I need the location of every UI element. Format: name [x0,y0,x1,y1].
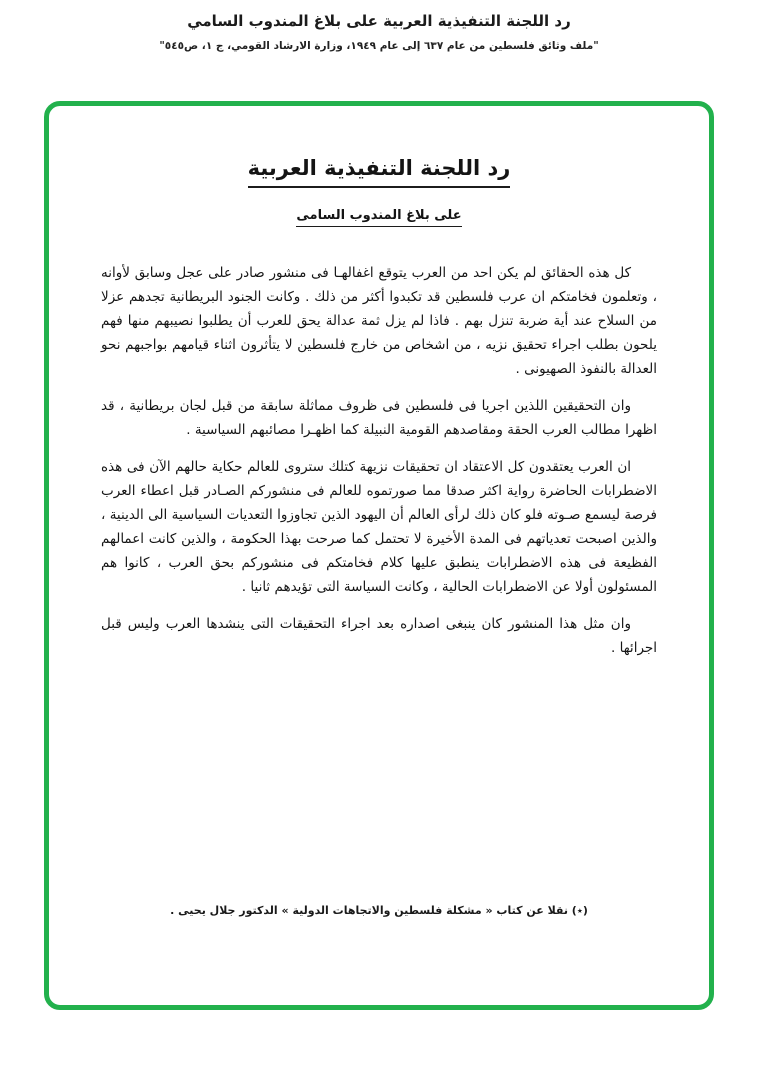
header-title: رد اللجنة التنفيذية العربية على بلاغ المندوب السامي [187,12,571,30]
page-header [0,0,758,52]
document-title-wrap [101,156,657,188]
document-title: رد اللجنة التنفيذية العربية [248,156,511,188]
document-content [49,106,709,1005]
paragraph-4: وان مثل هذا المنشور كان ينبغى اصداره بعد اجراء التحقيقات التى ينشدها العرب وليس قبل اجرائها . [101,616,657,656]
paragraph-2: وان التحقيقين اللذين اجريا فى فلسطين فى ظروف مماثلة سابقة من قبل لجان بريطانية ، قد اظهرا مطالب العرب الحقة ومقاصدهم القومية النبيلة كما اظهـرا مصائبهم السياسية . [101,398,657,438]
document-subtitle: على بلاغ المندوب السامى [296,208,461,227]
header-source-citation: "ملف وثائق فلسطين من عام ٦٣٧ إلى عام ١٩٤٩، وزارة الارشاد القومي، ج ١، ص٥٤٥" [159,40,599,52]
document-subtitle-wrap [101,204,657,227]
paragraph-3: ان العرب يعتقدون كل الاعتقاد ان تحقيقات نزيهة كتلك ستروى للعالم حكاية حالهم الآن فى هذه الاضطرابات الحاضرة رواية اكثر صدقا مما صورتموه للعالم فى منشوركم الصـادر قبل اعطاء العرب فرصة ليسمع صـوته فلو كان ذلك لرأى العالم أن اليهود الذين تجاوزوا التعديات السياسية الى الدينية ، والذين اصبحت تعدياتهم فى المدة الأخيرة لا تحتمل كما صرحت بهذا الحكومة ، والذين كانت اعمالهم الفظيعة فى هذه الاضطرابات ينطبق عليها كلام فخامتكم فى منشوركم بحق العرب ، كانوا هم المسئولون أولا عن الاضطرابات الحالية ، وكانت السياسة التى تؤيدهم ثانيا . [101,459,657,595]
document-body [101,261,657,660]
paragraph-1: كل هذه الحقائق لم يكن احد من العرب يتوقع اغفالهـا فى منشور صادر على عجل وسابق لأوانه ، وتعلمون فخامتكم ان عرب فلسطين قد تكبدوا أكثر من ذلك . وكانت الجنود البريطانية تجدهم عزلا من السلاح عند أية ضربة تنزل بهم . فاذا لم يزل ثمة عدالة يحق للعرب أن يطلبوا نصيبهم منها فهم يلحون بطلب اجراء تحقيق نزيه ، من اشخاص من خارج فلسطين لا يتأثرون اثناء قيامهم بواجبهم نحو العدالة بالنفوذ الصهيونى . [101,265,657,377]
footnote: (٭) نقلا عن كتاب « مشكلة فلسطين والاتجاهات الدولية » الدكتور جلال يحيى . [170,904,588,917]
document-frame [44,101,714,1010]
